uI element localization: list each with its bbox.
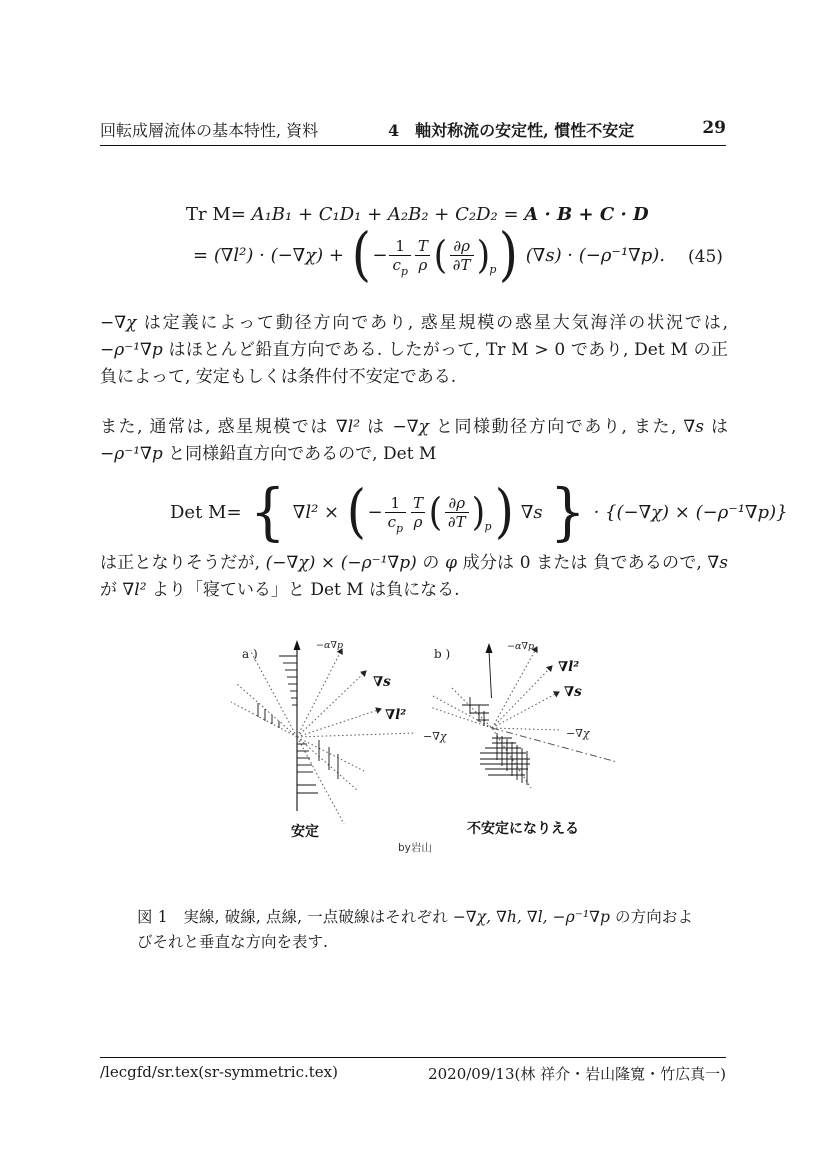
hatch-marks-a <box>258 656 338 793</box>
inline-math: ∇s <box>683 417 705 437</box>
paragraph-3 <box>100 550 728 604</box>
inline-math: ∇l² <box>335 417 361 437</box>
inline-text: はほとんど鉛直方向である. したがって, <box>162 340 486 360</box>
eq45-terms: A₁B₁ + C₁D₁ + A₂B₂ + C₂D₂ = <box>245 204 525 225</box>
big-paren-right: ) <box>494 477 514 546</box>
detM-cross-term: · {(−∇χ) × (−ρ⁻¹∇p)} <box>587 501 788 523</box>
eq45-grads-term: (∇s) · (−ρ⁻¹∇p). <box>520 244 665 266</box>
subscript-p: p <box>484 519 492 533</box>
footer-rule <box>100 1057 726 1058</box>
figure-caption <box>137 905 693 955</box>
inline-math: Det M <box>634 340 688 360</box>
fraction-drho-dT: $\frac{\partial\rho}{\partial T}$ <box>445 494 469 531</box>
label-grad-s-b: ∇s <box>564 684 582 700</box>
equals-sign: = <box>226 501 242 523</box>
header-page-number: 29 <box>702 118 726 138</box>
mid-paren-right: ) <box>476 232 490 277</box>
equals-sign: = <box>230 204 246 225</box>
inline-text: は <box>704 417 728 437</box>
label-grad-s-a: ∇s <box>373 674 391 690</box>
header-doc-title: 回転成層流体の基本特性, 資料 <box>100 121 319 140</box>
inline-math: Det M <box>310 580 364 600</box>
big-brace-left: { <box>249 474 286 548</box>
inline-text: の正負によって, 安定もしくは条件付不安定である. <box>100 340 728 387</box>
header-section-title: 4 軸対称流の安定性, 慣性不安定 <box>388 121 635 140</box>
footer-date-authors: 2020/09/13(林 祥介・岩山隆寛・竹広真一) <box>428 1065 726 1083</box>
trM: Tr M <box>186 204 231 225</box>
fraction-1-over-cp: $\frac{1}{c_p}$ <box>385 494 406 531</box>
equation-detM <box>170 474 788 548</box>
minus-sign: − <box>367 501 383 523</box>
axis-line <box>489 651 492 698</box>
inline-text: より「寝ている」と <box>146 580 311 600</box>
equation-45-line2 <box>193 222 665 288</box>
inline-text: は定義によって動径方向であり, 惑星規模の惑星大気海洋の状況では, <box>136 313 728 333</box>
inline-text: 図 1 実線, 破線, 点線, 一点破線はそれぞれ <box>137 908 453 926</box>
big-paren-left: ( <box>351 220 371 289</box>
label-alpha-grad-p-b: −α∇p <box>507 641 535 652</box>
label-grad-chi-a: −∇χ <box>423 730 447 743</box>
diagram-b <box>430 641 617 837</box>
inline-text: の方向およびそれと垂直な方向を表す. <box>137 908 693 951</box>
detM: Det M <box>170 501 227 523</box>
fraction-drho-dT: $\frac{\partial\rho}{\partial T}$ <box>450 237 474 274</box>
label-alpha-grad-p-a: −α∇p <box>316 640 344 651</box>
minus-sign: − <box>372 244 388 266</box>
paragraph-2 <box>100 414 728 468</box>
equals-sign: = <box>193 244 209 266</box>
fraction-1-over-cp: $\frac{1}{c_p}$ <box>389 237 410 274</box>
inline-text: の <box>416 553 446 573</box>
inline-math: φ <box>445 553 458 573</box>
inline-text: であり, <box>565 340 635 360</box>
mid-paren-right: ) <box>471 489 485 534</box>
label-grad-l2-a: ∇l² <box>385 707 407 723</box>
inline-math: −∇χ <box>392 417 429 437</box>
eq45-gradl2-term: (∇l²) · (−∇χ) + <box>208 244 350 266</box>
direction-rays-b <box>430 647 560 788</box>
fraction-T-over-rho: $\frac{T}{\rho}$ <box>415 237 431 274</box>
big-paren-left: ( <box>346 477 366 546</box>
diagram-a-label: a ) <box>242 647 258 661</box>
eq45-vector-terms: A · B + C · D <box>524 204 649 225</box>
inline-math: ∇l² <box>122 580 147 600</box>
hatch-marks-b-lower <box>480 733 530 785</box>
inline-text: が <box>100 580 123 600</box>
mid-paren-left: ( <box>433 232 447 277</box>
page-header <box>100 118 726 140</box>
inline-text: は正となりそうだが, <box>100 553 266 573</box>
inline-math: Tr M > 0 <box>485 340 566 360</box>
axis-arrow-icon <box>294 640 301 650</box>
stable-caption: 安定 <box>291 824 319 840</box>
fraction-T-over-rho: $\frac{T}{\rho}$ <box>410 494 426 531</box>
footer-file-path: /lecgfd/sr.tex(sr-symmetric.tex) <box>100 1063 338 1081</box>
inline-math: −∇χ <box>100 313 137 333</box>
figure-credit: by岩山 <box>398 842 432 854</box>
inline-math: Det M <box>383 444 437 464</box>
axis-arrow-icon <box>486 643 493 653</box>
inline-math: ∇s <box>707 553 728 573</box>
equation-45-tag: (45) <box>688 247 723 267</box>
label-grad-l2-b: ∇l² <box>558 659 580 675</box>
inline-text: と同様動径方向であり, また, <box>428 417 684 437</box>
diagram-b-label: b ) <box>434 647 451 661</box>
paragraph-1 <box>100 310 728 391</box>
diagram-a <box>231 640 451 840</box>
inline-text: 成分は 0 または 負であるので, <box>457 553 708 573</box>
inline-text: と同様鉛直方向であるので, <box>162 444 383 464</box>
figure-1-canvas <box>230 630 670 860</box>
unstable-caption: 不安定になりえる <box>467 821 579 837</box>
inline-text: は <box>360 417 393 437</box>
subscript-p: p <box>489 262 497 276</box>
big-paren-right: ) <box>499 220 519 289</box>
mid-paren-left: ( <box>428 489 443 534</box>
detM-gradl2-term: ∇l² × <box>287 501 345 523</box>
inline-math: −∇χ, ∇h, ∇l, −ρ⁻¹∇p <box>452 908 610 926</box>
figure-1 <box>230 630 670 860</box>
inline-math: −ρ⁻¹∇p <box>100 444 163 464</box>
inline-text: また, 通常は, 惑星規模では <box>100 417 336 437</box>
label-grad-chi-b: −∇χ <box>566 727 590 740</box>
inline-math: −ρ⁻¹∇p <box>100 340 163 360</box>
header-rule <box>100 145 726 146</box>
detM-grads-term: ∇s <box>515 501 549 523</box>
big-brace-right: } <box>550 474 586 548</box>
inline-text: は負になる. <box>363 580 460 600</box>
inline-math: (−∇χ) × (−ρ⁻¹∇p) <box>265 553 417 573</box>
